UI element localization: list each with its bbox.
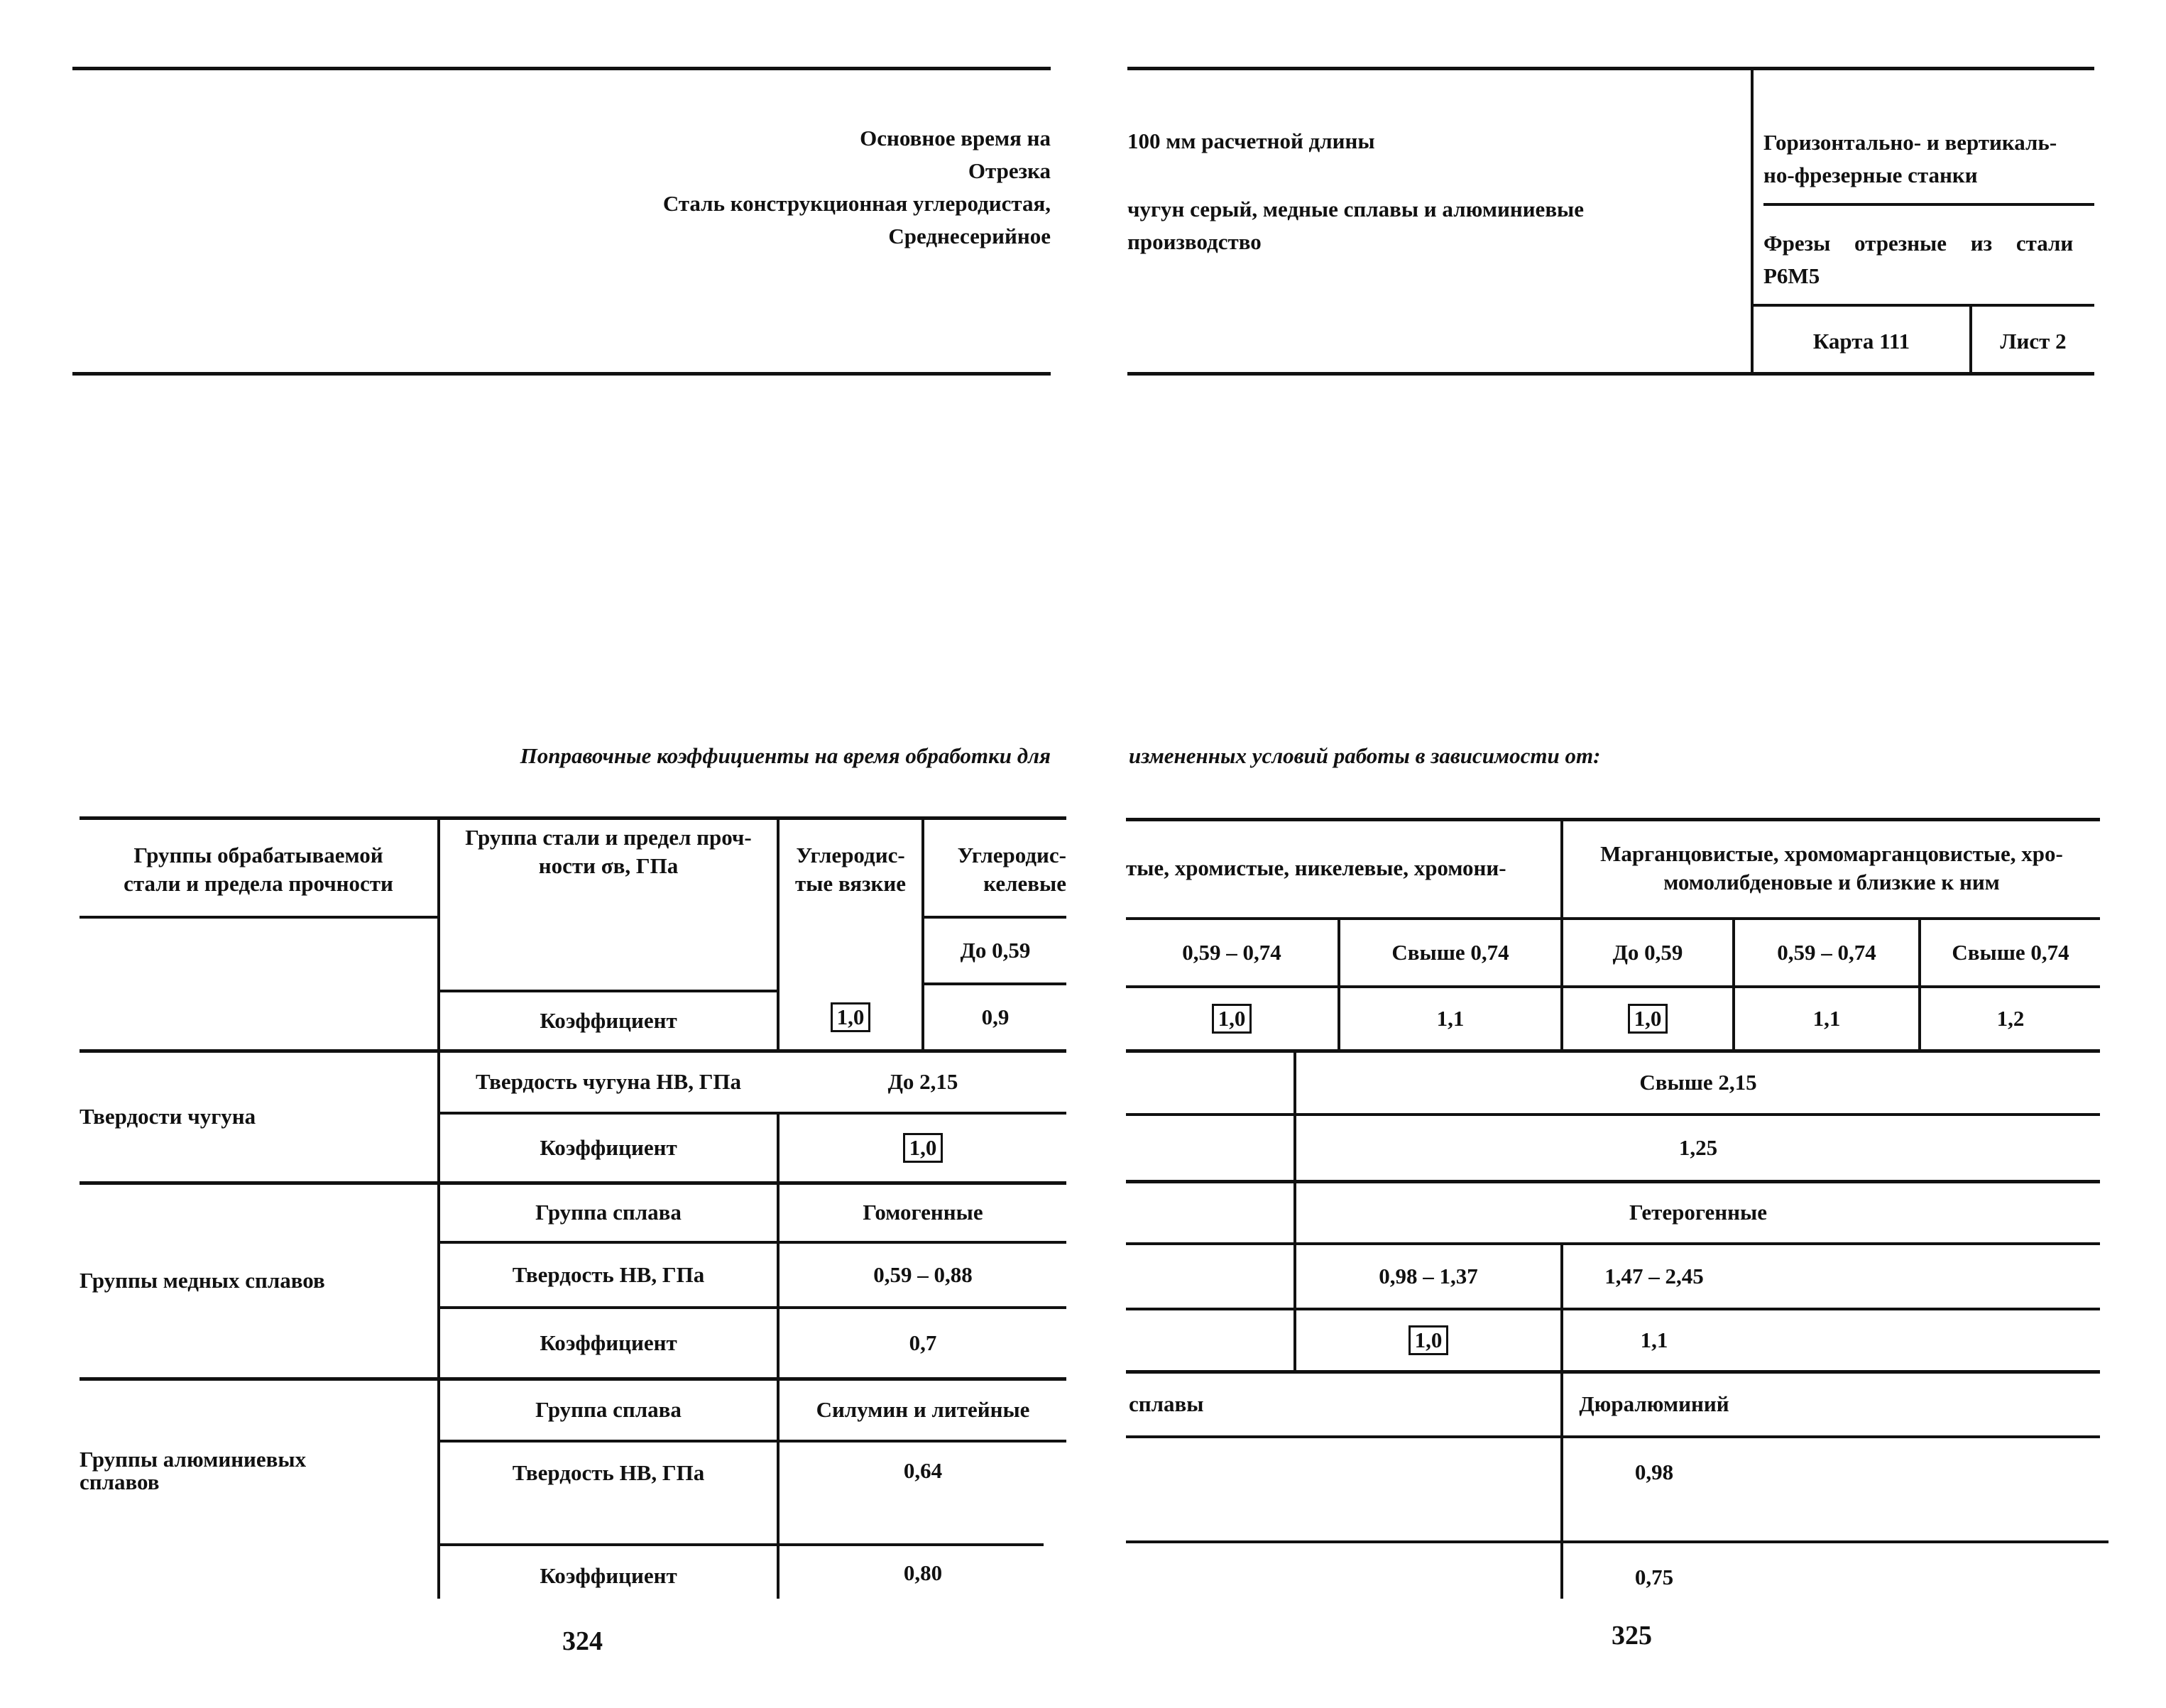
steel-range-5: 0,59 – 0,74 — [1777, 940, 1876, 965]
copper-hardness-label: Твердость НВ, ГПа — [512, 1262, 705, 1287]
copper-alloy-group-label: Группа сплава — [535, 1200, 682, 1225]
header-left-line-3: Сталь конструкционная углеродистая, — [662, 191, 1051, 216]
al-alloy-2: Дюралюминий — [1579, 1391, 1729, 1416]
header-tool-line-1: Фрезы отрезные из стали — [1763, 231, 2074, 256]
copper-koef-3: 1,1 — [1640, 1327, 1668, 1352]
al-group-label-l2: сплавов — [80, 1469, 160, 1494]
copper-hardness-3: 1,47 – 2,45 — [1604, 1264, 1704, 1288]
copper-hardness-2: 0,98 – 1,37 — [1379, 1264, 1478, 1288]
col-header-steel-l2: ности σв, ГПа — [538, 853, 679, 878]
cast-iron-koef-2: 1,25 — [1678, 1135, 1718, 1160]
steel-koef-2: 0,9 — [981, 1004, 1010, 1029]
header-left-line-1: Основное время на — [860, 126, 1051, 150]
al-koef-1: 0,80 — [903, 1560, 943, 1585]
cast-iron-koef-label: Коэффициент — [540, 1135, 677, 1160]
col-header-carbon-viscous-l1: Углеродис- — [796, 843, 905, 867]
table-left-top-rule — [80, 816, 1066, 820]
header-left-line-4: Среднесерийное — [888, 224, 1051, 248]
al-koef-2: 0,75 — [1634, 1565, 1674, 1589]
steel-koef-label: Коэффициент — [540, 1008, 677, 1033]
table-left-header-rule — [80, 916, 439, 919]
header-tool-line-2: Р6М5 — [1763, 263, 1820, 288]
header-rule-top-right — [1127, 67, 2094, 70]
copper-koef-2-value: 1,0 — [1409, 1325, 1449, 1355]
header-stamp-rule-1 — [1763, 203, 2094, 206]
cast-iron-hardness-label: Твердость чугуна НВ, ГПа — [475, 1069, 742, 1094]
steel-range-6: Свыше 0,74 — [1952, 940, 2069, 965]
col-header-carbon-alloy — [924, 823, 1066, 916]
copper-hardness-1: 0,59 – 0,88 — [873, 1262, 973, 1287]
copper-alloy-1: Гомогенные — [863, 1200, 983, 1225]
header-left-line-2: Отрезка — [968, 158, 1051, 183]
steel-koef-7: 1,2 — [1996, 1006, 2025, 1031]
header-card-number: Карта 111 — [1812, 329, 1910, 354]
header-right-line-1: 100 мм расчетной длины — [1127, 128, 1375, 153]
steel-koef-3-value: 1,0 — [1212, 1004, 1252, 1034]
header-right-line-3: производство — [1127, 229, 1262, 254]
steel-koef-4: 1,1 — [1436, 1006, 1465, 1031]
col-header-carbon-alloy-l1: Углеродис- — [957, 843, 1066, 867]
copper-alloy-2: Гетерогенные — [1629, 1200, 1767, 1225]
table-caption-right: измененных условий работы в зависимости от: — [1129, 743, 1601, 768]
al-alloy-1-continued: сплавы — [1129, 1391, 1204, 1416]
col-header-group-l2: стали и предела прочности — [124, 871, 393, 896]
header-sheet-number: Лист 2 — [2000, 329, 2067, 354]
steel-koef-1-value: 1,0 — [831, 1002, 871, 1032]
col-header-manganese-l2: момолибденовые и близкие к ним — [1663, 870, 2000, 894]
al-hardness-1: 0,64 — [903, 1458, 943, 1483]
header-right-line-2: чугун серый, медные сплавы и алюминиевые — [1127, 197, 1585, 221]
al-alloy-group-label: Группа сплава — [535, 1397, 682, 1422]
header-rule-bottom-right — [1127, 372, 2094, 376]
copper-koef-label: Коэффициент — [540, 1330, 677, 1355]
cast-iron-koef-1 — [780, 1115, 1066, 1181]
header-machine-line-2: но-фрезерные станки — [1763, 163, 1978, 187]
col-header-carbon-viscous-l2: тые вязкие — [795, 871, 906, 896]
al-hardness-2: 0,98 — [1634, 1460, 1674, 1484]
al-group-label — [80, 1448, 437, 1555]
col-header-steel — [440, 823, 777, 902]
header-rule-bottom-left — [72, 372, 1051, 376]
steel-range-3: Свыше 0,74 — [1391, 940, 1509, 965]
steel-koef-6: 1,1 — [1812, 1006, 1841, 1031]
cast-iron-group-label: Твердости чугуна — [80, 1104, 256, 1129]
steel-range-1: До 0,59 — [960, 938, 1031, 963]
cast-iron-range-2: Свыше 2,15 — [1639, 1070, 1757, 1095]
col-header-steel-l1: Группа стали и предел проч- — [465, 825, 752, 850]
col-header-carbon-alloy-l2: келевые — [983, 871, 1066, 896]
header-rule-top-left — [72, 67, 1051, 70]
col-header-chrome-nickel: тые, хромистые, никелевые, хромони- — [1126, 855, 1506, 880]
al-koef-label: Коэффициент — [540, 1563, 677, 1588]
header-stamp-rule-2 — [1752, 304, 2094, 307]
copper-group-label: Группы медных сплавов — [80, 1268, 325, 1293]
steel-koef-5-value: 1,0 — [1628, 1004, 1668, 1034]
cast-iron-range-1: До 2,15 — [887, 1069, 958, 1094]
page-number-right: 325 — [1612, 1621, 1652, 1650]
page-number-left: 324 — [562, 1626, 603, 1656]
al-hardness-label: Твердость НВ, ГПа — [512, 1460, 705, 1485]
copper-koef-1: 0,7 — [909, 1330, 937, 1355]
table-right-al-rule-1 — [1126, 1435, 2100, 1438]
col-header-manganese-l1: Марганцовистые, хромомарганцовистые, хро- — [1600, 841, 2063, 866]
steel-koef-3 — [1126, 988, 1338, 1049]
col-header-manganese — [1563, 819, 2100, 917]
steel-koef-1 — [780, 985, 921, 1049]
steel-range-2: 0,59 – 0,74 — [1182, 940, 1281, 965]
steel-koef-5 — [1563, 988, 1732, 1049]
al-group-label-l1: Группы алюминиевых — [80, 1447, 307, 1472]
table-caption-left: Поправочные коэффициенты на время обработки для — [520, 743, 1051, 768]
copper-koef-2 — [1296, 1310, 1560, 1370]
cast-iron-koef-1-value: 1,0 — [903, 1133, 943, 1163]
col-header-group — [80, 823, 437, 916]
table-right-al-rule-2 — [1126, 1540, 2108, 1543]
col-header-carbon-viscous — [780, 823, 921, 916]
header-machine-line-1: Горизонтально- и вертикаль- — [1763, 130, 2057, 155]
al-alloy-1: Силумин и литейные — [816, 1397, 1030, 1422]
col-header-group-l1: Группы обрабатываемой — [133, 843, 383, 867]
steel-range-4: До 0,59 — [1612, 940, 1683, 965]
